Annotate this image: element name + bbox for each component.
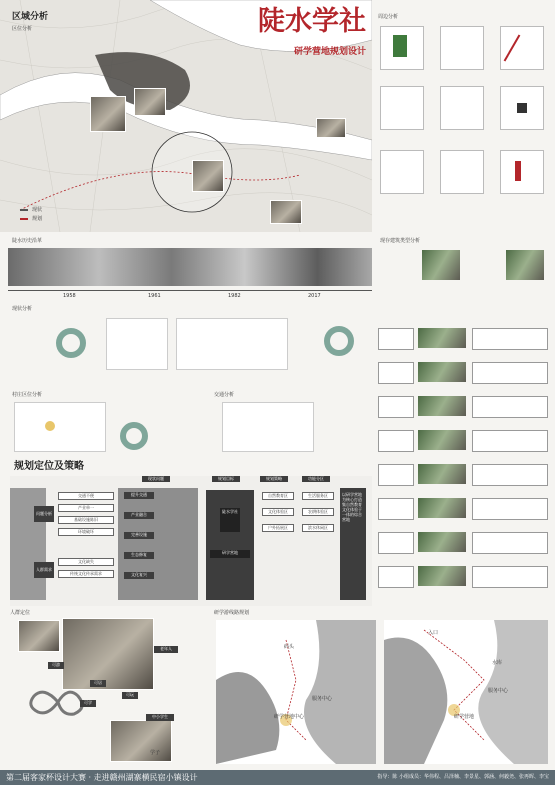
building-photo-row-8 — [418, 566, 466, 586]
region-heading: 区域分析 — [12, 12, 49, 22]
flow-core-sub: 研学营地 — [210, 550, 250, 558]
crowd-label-students: 中小学生 — [146, 714, 174, 721]
route-map-1 — [216, 620, 376, 764]
building-elevation-row-2 — [472, 362, 548, 384]
crowd-label-play: 可玩 — [122, 692, 138, 699]
flow-right-box-3: 户外拓展区 — [262, 524, 294, 532]
building-sketch-row-2 — [378, 362, 414, 384]
flow-mid-box-5: 文化复兴 — [124, 572, 154, 579]
crowd-label-live: 可居 — [90, 680, 106, 687]
flow-left-box-6: 传统文化传承需求 — [58, 570, 114, 578]
context-thumb-8 — [440, 150, 484, 194]
flow-mid-column — [118, 488, 198, 600]
history-photos — [8, 248, 372, 286]
poster-subtitle: 研学营地规划设计 — [293, 47, 366, 57]
flow-core-title: 陡水学社 — [220, 508, 240, 532]
flow-mid-box-2: 产业融合 — [124, 512, 154, 519]
building-sketch-row-5 — [378, 464, 414, 486]
flow-top-label-2: 规划目标 — [212, 476, 240, 482]
mini-map-2 — [176, 318, 288, 370]
building-types-heading: 现存建筑类型分析 — [380, 238, 421, 244]
footer-title: 第二届客家杯设计大赛 · 走进赣州湖寨横民宿小镇设计 — [6, 773, 198, 782]
route-map-2-label-4: 研学营地 — [454, 714, 475, 720]
crowd-label-scholars: 学子 — [150, 750, 161, 756]
context-thumb-2 — [440, 26, 484, 70]
timeline-1958: 1958 — [63, 293, 76, 299]
timeline-2017: 2017 — [308, 293, 321, 299]
flow-right-note: 以研学营地为核心打造集自然教育文化体验于一体的综合营地 — [342, 492, 362, 522]
timeline-1961: 1961 — [148, 293, 161, 299]
village-photo-5 — [270, 200, 302, 224]
building-sketch-row-4 — [378, 430, 414, 452]
building-sketch-row-6 — [378, 498, 414, 520]
flow-left-box-4: 环境破坏 — [58, 528, 114, 536]
building-sketch-row-3 — [378, 396, 414, 418]
flow-left-band — [10, 488, 46, 600]
footer-bar — [0, 770, 555, 785]
route-map-2-label-2: 水库 — [492, 660, 503, 666]
building-sketch-row-7 — [378, 532, 414, 554]
crowd-label-elderly: 老年人 — [154, 646, 178, 653]
route-map-1-label-3: 服务中心 — [312, 696, 333, 702]
title-block — [240, 6, 370, 66]
village-map — [14, 402, 106, 452]
legend-swatch-current — [20, 209, 28, 211]
building-photo-row-7 — [418, 532, 466, 552]
crowd-photo-village — [62, 618, 154, 690]
context-thumb-3 — [500, 26, 544, 70]
footer-authors: 指导：陈 小组成员：华伟程、吕泽楠、李景星、郭涵、何毅尧、张再晖、李宝 — [377, 774, 549, 780]
context-thumb-1 — [380, 26, 424, 70]
flow-mid-box-3: 完善设施 — [124, 532, 154, 539]
timeline-1982: 1982 — [228, 293, 241, 299]
donut-chart-2 — [324, 326, 354, 356]
existing-heading: 现状分析 — [12, 306, 33, 312]
route-map-2-label-3: 服务中心 — [488, 688, 509, 694]
flow-right-box-4: 生活服务区 — [302, 492, 334, 500]
building-photo-row-2 — [418, 362, 466, 382]
building-photo-row-6 — [418, 498, 466, 518]
building-elevation-row-1 — [472, 328, 548, 350]
existing-analysis — [8, 304, 372, 454]
history-strip — [8, 236, 372, 300]
poster-title: 陡水学社 — [258, 6, 366, 37]
planning-heading: 规划定位及策略 — [14, 461, 84, 472]
route-map-1-label-1: 码头 — [284, 644, 295, 650]
route-heading: 研学游线路规划 — [214, 610, 250, 616]
building-elevation-row-4 — [472, 430, 548, 452]
flow-top-label-4: 功能分区 — [302, 476, 330, 482]
flow-left-box-2: 产业单一 — [58, 504, 114, 512]
crowd-photo-elderly — [18, 620, 60, 652]
legend-planned: 规划 — [32, 216, 43, 222]
context-thumb-9 — [500, 150, 544, 194]
region-subheading: 区位分析 — [12, 26, 33, 32]
building-elevation-row-6 — [472, 498, 548, 520]
flow-core — [206, 490, 254, 600]
crowd-label-learn: 可学 — [80, 700, 96, 707]
donut-chart-3 — [120, 422, 148, 450]
flow-right-box-1: 自然教育区 — [262, 492, 294, 500]
building-photo-top-1 — [422, 250, 460, 280]
flow-left-label-1: 问题分析 — [34, 506, 54, 522]
flow-top-label-3: 规划策略 — [260, 476, 288, 482]
village-photo-3 — [192, 160, 224, 192]
donut-chart-1 — [56, 328, 86, 358]
history-axis — [8, 290, 372, 291]
building-elevation-row-3 — [472, 396, 548, 418]
flow-mid-box-4: 生态修复 — [124, 552, 154, 559]
flow-right-box-2: 文化体验区 — [262, 508, 294, 516]
traffic-map — [222, 402, 314, 452]
route-map-1-label-2: 研学营地中心 — [274, 714, 305, 720]
flow-right-box-6: 滨水休闲区 — [302, 524, 334, 532]
traffic-heading: 交通分析 — [214, 392, 235, 398]
building-elevation-row-5 — [472, 464, 548, 486]
context-thumb-6 — [500, 86, 544, 130]
building-photo-top-2 — [506, 250, 544, 280]
village-photo-2 — [134, 88, 166, 116]
village-map-heading: 村庄区位分析 — [12, 392, 43, 398]
crowd-photo-students — [110, 720, 172, 762]
flow-right-note-band — [340, 488, 366, 600]
context-heading: 周边分析 — [378, 14, 399, 20]
flow-mid-box-1: 提升交通 — [124, 492, 154, 499]
flow-right-box-5: 农耕体验区 — [302, 508, 334, 516]
building-types-panel — [378, 236, 550, 596]
context-thumb-5 — [440, 86, 484, 130]
crowd-panel — [10, 610, 210, 766]
planning-flowchart — [10, 476, 372, 606]
building-elevation-row-8 — [472, 566, 548, 588]
flow-left-label-2: 人群需求 — [34, 562, 54, 578]
legend-current: 现状 — [32, 207, 43, 213]
building-sketch-row-8 — [378, 566, 414, 588]
building-photo-row-4 — [418, 430, 466, 450]
crowd-label-travel: 可游 — [48, 662, 64, 669]
crowd-heading: 人群定位 — [10, 610, 31, 616]
flow-top-label-1: 现状问题 — [142, 476, 170, 482]
building-elevation-row-7 — [472, 532, 548, 554]
route-map-2 — [384, 620, 548, 764]
context-thumb-7 — [380, 150, 424, 194]
flow-left-box-1: 交通不便 — [58, 492, 114, 500]
building-sketch-row-1 — [378, 328, 414, 350]
legend-swatch-planned — [20, 218, 28, 220]
route-map-2-label-1: 入口 — [428, 630, 439, 636]
village-photo-4 — [316, 118, 346, 138]
context-thumb-4 — [380, 86, 424, 130]
context-panel — [374, 0, 555, 232]
flow-left-box-3: 基础设施陈旧 — [58, 516, 114, 524]
village-photo-1 — [90, 96, 126, 132]
history-heading: 陡水历史沿革 — [12, 238, 43, 244]
building-photo-row-5 — [418, 464, 466, 484]
building-photo-row-3 — [418, 396, 466, 416]
route-panel — [214, 610, 550, 766]
mini-map-1 — [106, 318, 168, 370]
building-photo-row-1 — [418, 328, 466, 348]
flow-left-box-5: 文化缺失 — [58, 558, 114, 566]
